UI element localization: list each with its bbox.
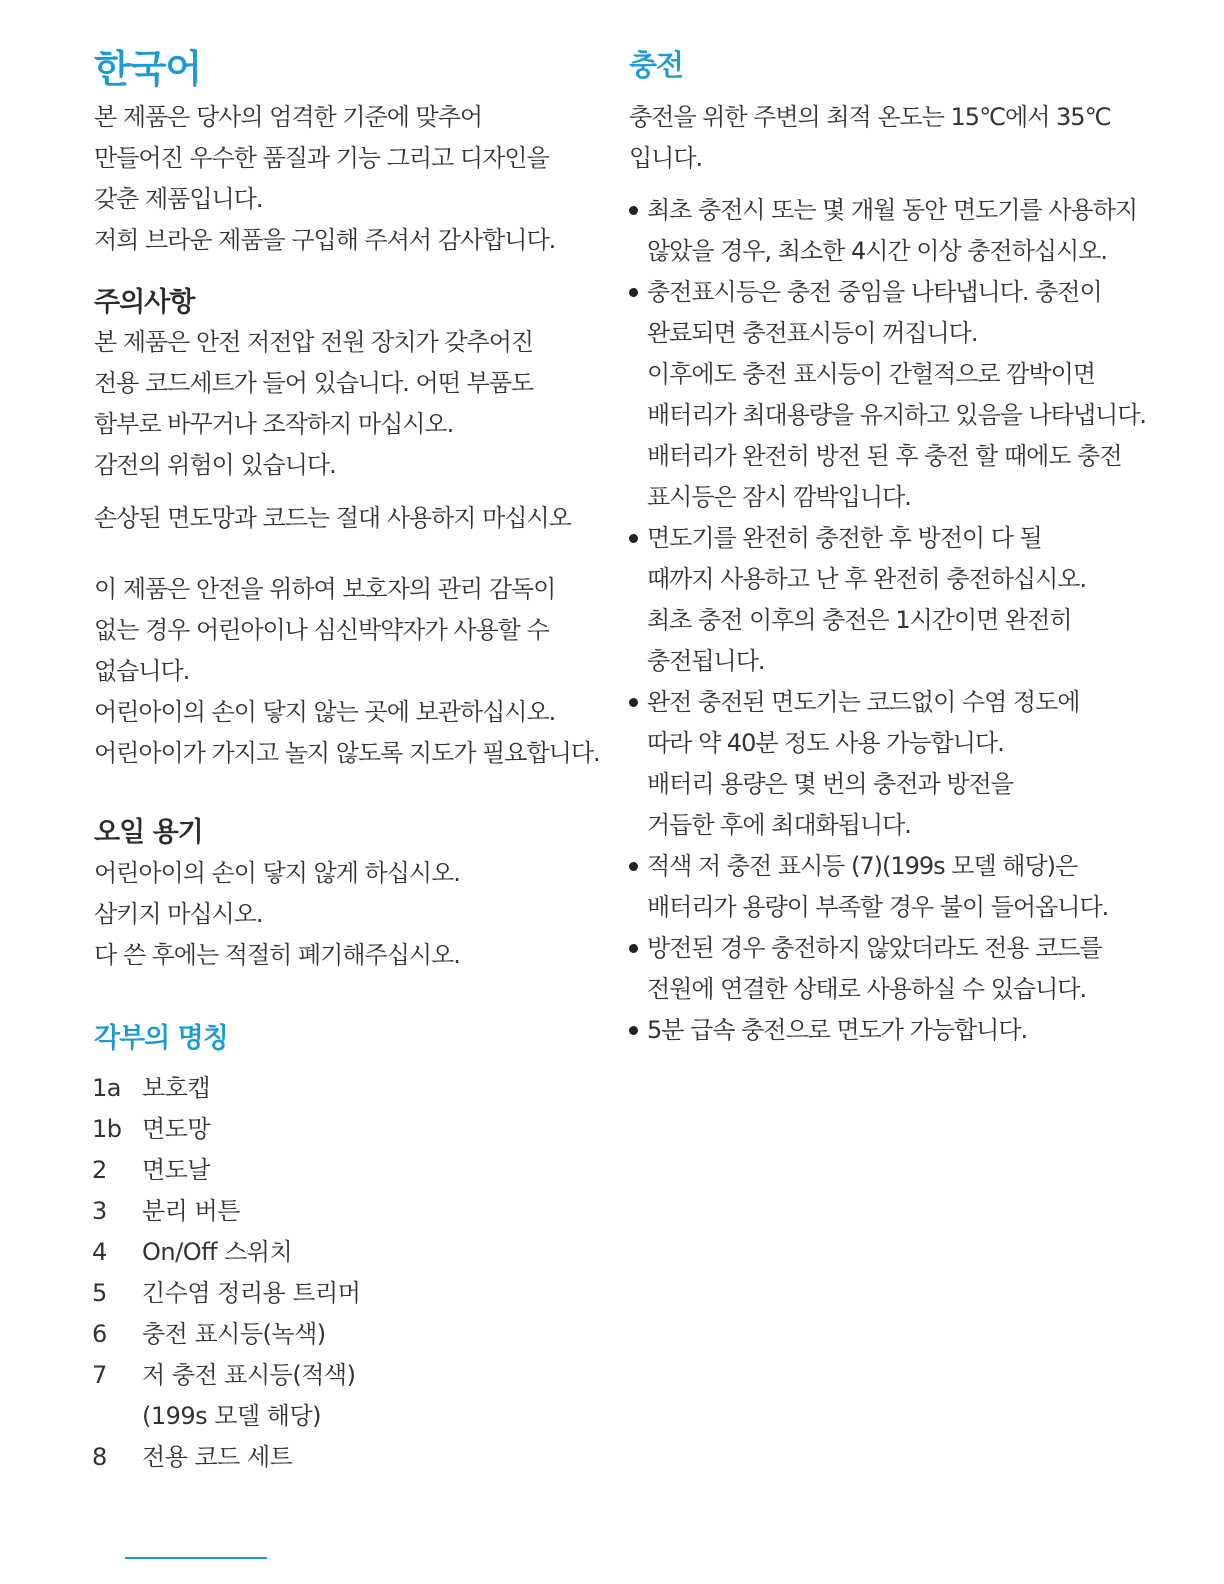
list-item (629, 518, 1159, 682)
part-number: 4 (92, 1238, 107, 1266)
list-item (92, 1191, 492, 1232)
children-line: 어린아이의 손이 닿지 않는 곳에 보관하십시오. (94, 698, 556, 726)
part-number: 1b (92, 1115, 122, 1143)
charging-intro-line: 충전을 위한 주변의 최적 온도는 15℃에서 35℃ (629, 103, 1111, 131)
intro-line: 갖춘 제품입니다. (94, 185, 263, 213)
bullet-line: 완전 충전된 면도기는 코드없이 수염 정도에 (647, 688, 1080, 716)
part-number: 7 (92, 1361, 107, 1389)
parts-heading: 각부의 명칭 (94, 1023, 228, 1054)
bullet-line: 방전된 경우 충전하지 않았더라도 전용 코드를 (647, 934, 1102, 962)
part-label-line: 충전 표시등(녹색) (142, 1320, 326, 1348)
part-label-line: 면도날 (142, 1156, 211, 1184)
bullet-line: 충전됩니다. (647, 647, 765, 675)
list-item (92, 1273, 492, 1314)
list-item (629, 272, 1159, 518)
part-label (142, 1314, 326, 1355)
list-item (629, 682, 1159, 846)
children-paragraph (94, 569, 604, 774)
part-number: 1a (92, 1074, 121, 1102)
bullet-line: 이후에도 충전 표시등이 간헐적으로 깜박이면 (647, 360, 1096, 388)
oil-paragraph (94, 853, 604, 976)
oil-line: 삼키지 마십시오. (94, 900, 263, 928)
part-number: 3 (92, 1197, 107, 1225)
list-item (92, 1437, 492, 1478)
bullet-line: 표시등은 잠시 깜박입니다. (647, 483, 911, 511)
intro-paragraph (94, 97, 604, 261)
oil-line: 다 쓴 후에는 적절히 폐기해주십시오. (94, 941, 460, 969)
list-item (92, 1068, 492, 1109)
bullet-line: 않았을 경우, 최소한 4시간 이상 충전하십시오. (647, 237, 1107, 265)
children-line: 없는 경우 어린아이나 심신박약자가 사용할 수 (94, 616, 549, 644)
bullet-line: 배터리가 용량이 부족할 경우 불이 들어옵니다. (647, 893, 1109, 921)
bullet-icon (629, 206, 638, 215)
part-label (142, 1437, 292, 1478)
part-number: 6 (92, 1320, 107, 1348)
bullet-line: 따라 약 40분 정도 사용 가능합니다. (647, 729, 1004, 757)
bullet-line: 최초 충전시 또는 몇 개월 동안 면도기를 사용하지 (647, 196, 1138, 224)
children-line: 어린아이가 가지고 놀지 않도록 지도가 필요합니다. (94, 739, 600, 767)
intro-line: 만들어진 우수한 품질과 기능 그리고 디자인을 (94, 144, 549, 172)
caution-line: 전용 코드세트가 들어 있습니다. 어떤 부품도 (94, 369, 534, 397)
bullet-line: 배터리가 최대용량을 유지하고 있음을 나타냅니다. (647, 401, 1147, 429)
bullet-icon (629, 944, 638, 953)
bullet-icon (629, 1026, 638, 1035)
list-item (629, 1010, 1159, 1051)
caution-line: 본 제품은 안전 저전압 전원 장치가 갖추어진 (94, 328, 534, 356)
part-label (142, 1109, 210, 1150)
bullet-line: 완료되면 충전표시등이 꺼집니다. (647, 319, 978, 347)
bullet-line: 전원에 연결한 상태로 사용하실 수 있습니다. (647, 975, 1087, 1003)
part-number: 8 (92, 1443, 107, 1471)
part-label (142, 1232, 292, 1273)
page-title: 한국어 (94, 47, 202, 91)
part-label-line: On/Off 스위치 (142, 1238, 293, 1266)
bullet-line: 최초 충전 이후의 충전은 1시간이면 완전히 (647, 606, 1072, 634)
bullet-icon (629, 288, 638, 297)
bullet-icon (629, 698, 638, 707)
part-label-line: (199s 모델 해당) (142, 1402, 322, 1430)
footer-divider (125, 1557, 267, 1559)
part-label (142, 1150, 210, 1191)
list-item (92, 1314, 492, 1355)
parts-list (92, 1068, 492, 1478)
bullet-icon (629, 534, 638, 543)
bullet-line: 5분 급속 충전으로 면도가 가능합니다. (647, 1016, 1028, 1044)
oil-heading: 오일 용기 (94, 817, 203, 848)
list-item (92, 1355, 492, 1437)
damage-line: 손상된 면도망과 코드는 절대 사용하지 마십시오 (94, 504, 571, 532)
oil-line: 어린아이의 손이 닿지 않게 하십시오. (94, 859, 460, 887)
caution-line: 함부로 바꾸거나 조작하지 마십시오. (94, 410, 454, 438)
bullet-icon (629, 862, 638, 871)
part-number: 2 (92, 1156, 107, 1184)
list-item (629, 846, 1159, 928)
list-item (629, 190, 1159, 272)
bullet-line: 적색 저 충전 표시등 (7)(199s 모델 해당)은 (647, 852, 1078, 880)
caution-line: 감전의 위험이 있습니다. (94, 451, 336, 479)
part-label-line: 전용 코드 세트 (142, 1443, 293, 1471)
charging-heading: 충전 (629, 48, 684, 82)
part-number: 5 (92, 1279, 107, 1307)
intro-line: 저희 브라운 제품을 구입해 주셔서 감사합니다. (94, 226, 556, 254)
part-label-line: 면도망 (142, 1115, 211, 1143)
charging-intro-line: 입니다. (629, 144, 703, 172)
list-item (629, 928, 1159, 1010)
bullet-line: 거듭한 후에 최대화됩니다. (647, 811, 911, 839)
part-label (142, 1068, 210, 1109)
part-label (142, 1191, 240, 1232)
caution-paragraph (94, 322, 604, 486)
bullet-line: 때까지 사용하고 난 후 완전히 충전하십시오. (647, 565, 1087, 593)
bullet-line: 배터리가 완전히 방전 된 후 충전 할 때에도 충전 (647, 442, 1122, 470)
part-label (142, 1355, 355, 1437)
bullet-line: 면도기를 완전히 충전한 후 방전이 다 될 (647, 524, 1042, 552)
list-item (92, 1109, 492, 1150)
part-label-line: 보호캡 (142, 1074, 211, 1102)
charging-bullet-list (629, 190, 1159, 1051)
children-line: 없습니다. (94, 657, 190, 685)
children-line: 이 제품은 안전을 위하여 보호자의 관리 감독이 (94, 575, 556, 603)
part-label-line: 저 충전 표시등(적색) (142, 1361, 356, 1389)
part-label (142, 1273, 360, 1314)
list-item (92, 1232, 492, 1273)
charging-intro (629, 97, 1159, 179)
part-label-line: 긴수염 정리용 트리머 (142, 1279, 361, 1307)
part-label-line: 분리 버튼 (142, 1197, 240, 1225)
list-item (92, 1150, 492, 1191)
bullet-line: 충전표시등은 충전 중임을 나타냅니다. 충전이 (647, 278, 1102, 306)
damage-warning (94, 498, 604, 539)
intro-line: 본 제품은 당사의 엄격한 기준에 맞추어 (94, 103, 483, 131)
caution-heading: 주의사항 (94, 287, 195, 318)
bullet-line: 배터리 용량은 몇 번의 충전과 방전을 (647, 770, 1013, 798)
